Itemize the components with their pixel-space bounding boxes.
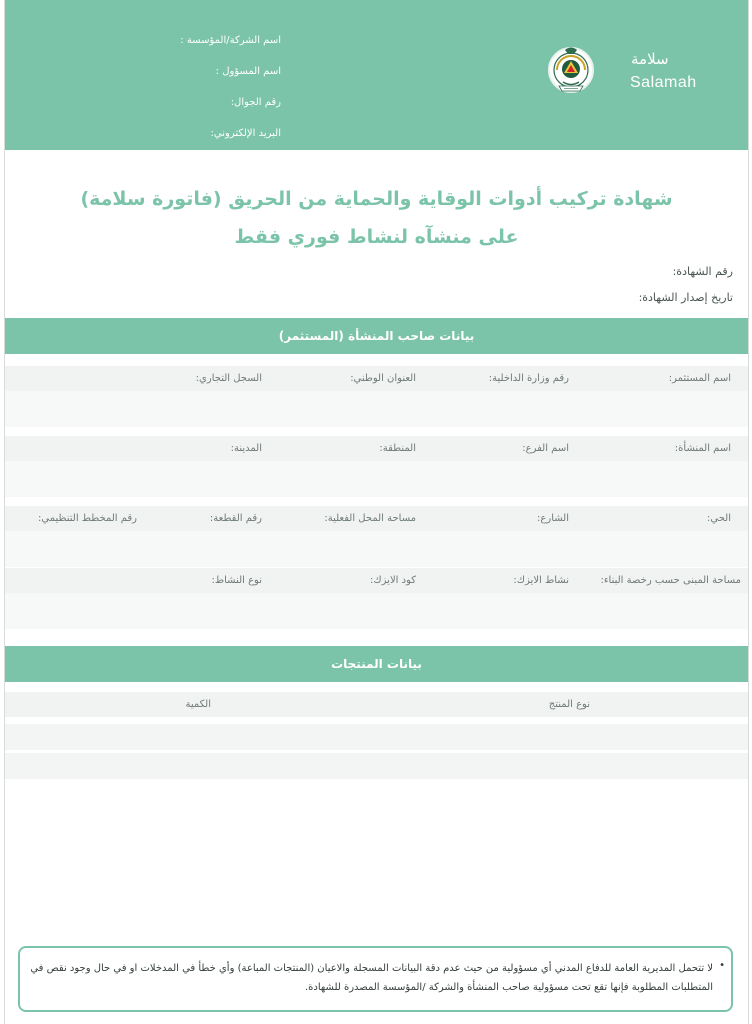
district-label: الحي: xyxy=(707,513,731,524)
facility-label-row xyxy=(5,436,748,461)
city-label: المدينة: xyxy=(230,443,262,454)
product-row xyxy=(5,724,748,750)
activity-label-row xyxy=(5,568,748,593)
building-area-label: مساحة المبنى حسب رخصة البناء: xyxy=(600,575,741,586)
facility-name-label: اسم المنشأة: xyxy=(674,443,731,454)
commercial-register-label: السجل التجاري: xyxy=(195,373,262,384)
product-row xyxy=(5,753,748,779)
brand-name-ar: سلامة xyxy=(631,50,669,68)
company-name-label: اسم الشركة/المؤسسة : xyxy=(180,35,281,46)
investor-section-header: بيانات صاحب المنشأة (المستثمر) xyxy=(5,318,748,354)
plot-number-label: رقم القطعة: xyxy=(209,513,262,524)
responsible-name-label: اسم المسؤول : xyxy=(215,66,281,77)
moi-number-label: رقم وزارة الداخلية: xyxy=(488,373,569,384)
certificate-page xyxy=(4,0,749,1024)
investor-label-row xyxy=(5,366,748,391)
certificate-date-label: تاريخ إصدار الشهادة: xyxy=(638,291,733,304)
quantity-label: الكمية xyxy=(185,699,211,710)
activity-value-row xyxy=(5,593,748,629)
disclaimer-bullet: • xyxy=(719,960,725,971)
plan-number-label: رقم المخطط التنظيمي: xyxy=(38,513,137,524)
activity-type-label: نوع النشاط: xyxy=(211,575,262,586)
certificate-title: شهادة تركيب أدوات الوقاية والحماية من الحريق (فاتورة سلامة) xyxy=(80,188,673,210)
investor-name-label: اسم المستثمر: xyxy=(668,373,731,384)
product-type-label: نوع المنتج xyxy=(548,699,590,710)
isic-code-label: كود الايزك: xyxy=(370,575,416,586)
disclaimer-text: لا تتحمل المديرية العامة للدفاع المدني أي مسؤولية من حيث عدم دقة البيانات المسجلة والاعيان (المنتجات المباعة) وأي خطأ في المدخلات او في حال وجود نقص في المتطلبات المطلوبة فإنها تقع تحت مسؤولية صاحب المنشأة والشركة /المؤسسة المصدرة للشهادة. xyxy=(30,963,713,993)
mobile-number-label: رقم الجوال: xyxy=(230,97,281,108)
national-address-label: العنوان الوطني: xyxy=(350,373,416,384)
location-label-row xyxy=(5,506,748,531)
street-label: الشارع: xyxy=(537,513,569,524)
isic-activity-label: نشاط الايزك: xyxy=(513,575,569,586)
certificate-subtitle: على منشآه لنشاط فوري فقط xyxy=(234,226,519,248)
certificate-number-label: رقم الشهادة: xyxy=(672,265,733,278)
investor-value-row xyxy=(5,391,748,427)
civil-defense-emblem-icon xyxy=(541,40,601,100)
email-label: البريد الإلكتروني: xyxy=(210,128,281,139)
header-band xyxy=(5,0,748,150)
products-header-row xyxy=(5,692,748,717)
actual-shop-area-label: مساحة المحل الفعلية: xyxy=(324,513,416,524)
brand-name-en: Salamah xyxy=(630,74,697,91)
branch-name-label: اسم الفرع: xyxy=(522,443,569,454)
region-label: المنطقة: xyxy=(379,443,416,454)
products-section-header: بيانات المنتجات xyxy=(5,646,748,682)
location-value-row xyxy=(5,531,748,567)
disclaimer-box xyxy=(18,946,733,1012)
facility-value-row xyxy=(5,461,748,497)
